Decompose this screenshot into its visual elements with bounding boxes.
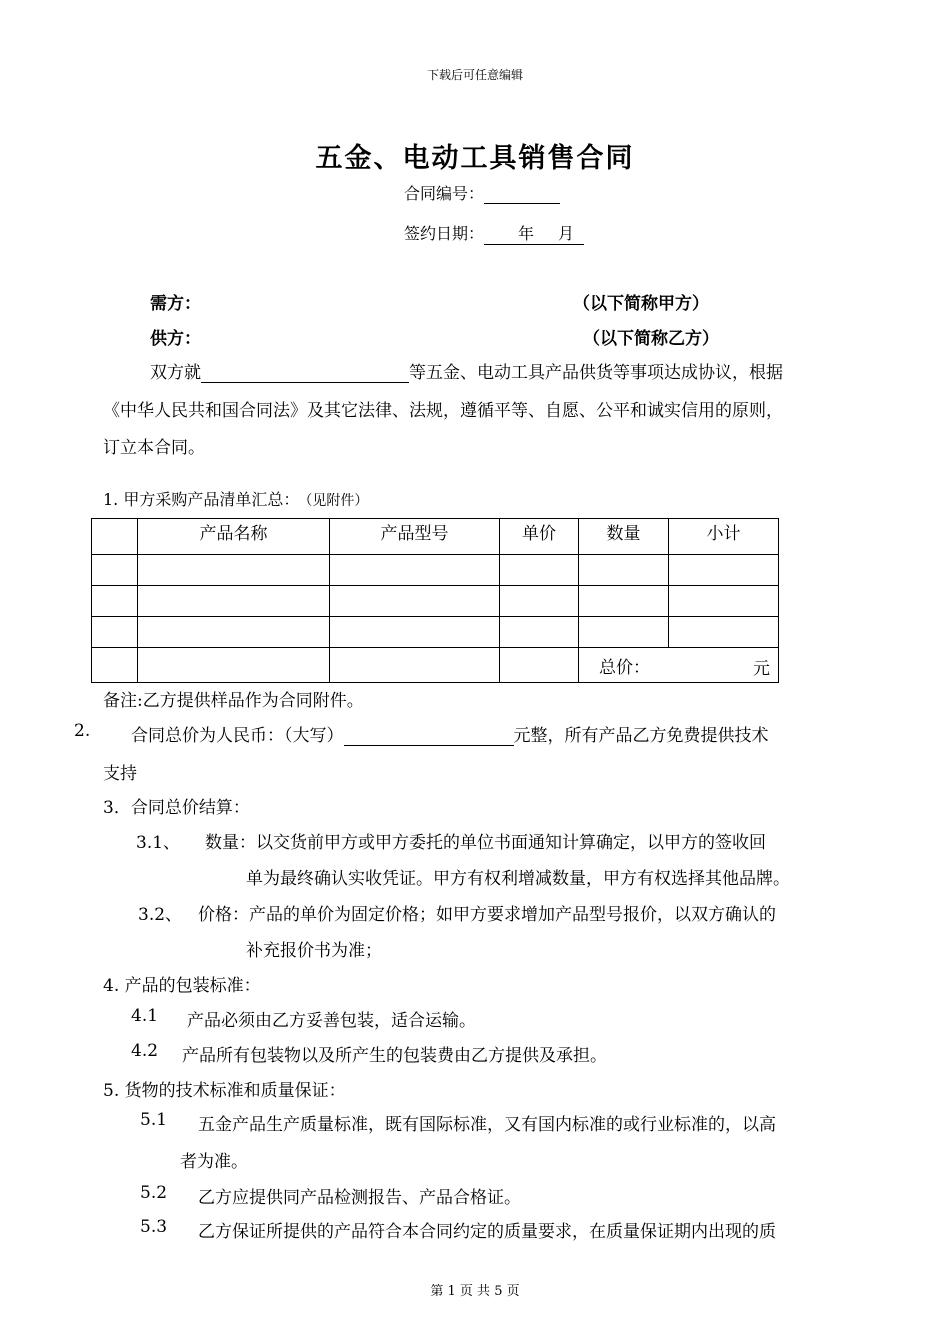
intro-line-2: 《中华人民共和国合同法》及其它法律、法规，遵循平等、自愿、公平和诚实信用的原则， xyxy=(103,401,783,421)
section-3-1-continued: 单为最终确认实收凭证。甲方有权利增减数量，甲方有权选择其他品牌。 xyxy=(246,869,790,889)
section-5-1-number: 5.1 xyxy=(140,1110,168,1130)
section-1-heading: 1. 甲方采购产品清单汇总： xyxy=(103,490,300,509)
table-row xyxy=(92,617,779,648)
section-2-text xyxy=(131,721,769,746)
section-3-2-number: 3.2、 xyxy=(138,905,183,925)
header-cell-quantity: 数量 xyxy=(579,519,669,555)
sign-date-month: 月 xyxy=(558,224,575,243)
section-3-2-text: 价格：产品的单价为固定价格；如甲方要求增加产品型号报价，以双方确认的 xyxy=(198,905,776,925)
section-3-1-number: 3.1、 xyxy=(136,833,181,853)
header-cell-product-name: 产品名称 xyxy=(138,519,330,555)
total-price-unit: 元 xyxy=(753,659,770,679)
table-row xyxy=(92,555,779,586)
amount-in-words-blank xyxy=(344,727,514,746)
section-5-1-text: 五金产品生产质量标准，既有国际标准，又有国内标准的或行业标准的，以高 xyxy=(198,1115,776,1135)
section-4-1-number: 4.1 xyxy=(131,1006,159,1026)
section-4-2-number: 4.2 xyxy=(131,1041,159,1061)
section-4-1-text: 产品必须由乙方妥善包装，适合运输。 xyxy=(187,1011,476,1031)
sign-date xyxy=(404,221,584,245)
product-name-blank xyxy=(201,364,409,383)
sign-date-label: 签约日期： xyxy=(404,224,485,243)
section-3-title: 3．合同总价结算： xyxy=(103,798,250,818)
section-2-text-a: 合同总价为人民币：（大写） xyxy=(131,726,344,746)
contract-number xyxy=(404,181,560,204)
section-5-1-continued: 者为准。 xyxy=(180,1152,248,1172)
section-3-2-continued: 补充报价书为准； xyxy=(246,941,382,961)
section-3-1-text: 数量：以交货前甲方或甲方委托的单位书面通知计算确定，以甲方的签收回 xyxy=(205,833,766,853)
intro-line-1 xyxy=(150,358,783,383)
header-cell-subtotal: 小计 xyxy=(669,519,779,555)
contract-number-label: 合同编号： xyxy=(404,184,485,203)
sign-date-blank xyxy=(484,221,584,245)
header-cell-product-model: 产品型号 xyxy=(330,519,500,555)
table-header-row xyxy=(92,519,779,555)
intro-text-b: 等五金、电动工具产品供货等事项达成协议，根据 xyxy=(409,363,783,383)
table-remark: 备注:乙方提供样品作为合同附件。 xyxy=(103,691,364,711)
product-table xyxy=(91,518,779,683)
section-5-3-number: 5.3 xyxy=(140,1217,168,1237)
section-5-3-text: 乙方保证所提供的产品符合本合同约定的质量要求，在质量保证期内出现的质 xyxy=(198,1222,776,1242)
section-5-title: 5. 货物的技术标准和质量保证： xyxy=(103,1081,346,1101)
section-1-title xyxy=(103,487,368,510)
seller-label: 供方： xyxy=(150,329,201,349)
contract-number-blank xyxy=(484,185,560,204)
section-2-number: 2. xyxy=(74,721,91,741)
total-price-cell xyxy=(579,648,779,683)
table-total-row xyxy=(92,648,779,683)
header-cell-index xyxy=(92,519,138,555)
section-4-title: 4. 产品的包装标准： xyxy=(103,976,261,996)
buyer-abbr: （以下简称甲方） xyxy=(573,294,709,314)
header-cell-unit-price: 单价 xyxy=(500,519,579,555)
seller-abbr: （以下简称乙方） xyxy=(583,329,719,349)
page-footer: 第 1 页 共 5 页 xyxy=(430,1284,520,1299)
section-5-2-number: 5.2 xyxy=(140,1183,168,1203)
section-4-2-text: 产品所有包装物以及所产生的包装费由乙方提供及承担。 xyxy=(182,1046,607,1066)
sign-date-year: 年 xyxy=(518,224,535,243)
buyer-label: 需方： xyxy=(150,294,201,314)
section-1-note: （见附件） xyxy=(305,493,369,509)
total-price-label: 总价： xyxy=(599,657,650,678)
section-2-continued: 支持 xyxy=(103,764,137,784)
intro-line-3: 订立本合同。 xyxy=(103,438,205,458)
section-5-2-text: 乙方应提供同产品检测报告、产品合格证。 xyxy=(198,1188,521,1208)
table-row xyxy=(92,586,779,617)
section-2-text-b: 元整，所有产品乙方免费提供技术 xyxy=(513,726,769,746)
document-title: 五金、电动工具销售合同 xyxy=(315,143,635,174)
intro-text-a: 双方就 xyxy=(150,363,201,383)
header-note: 下载后可任意编辑 xyxy=(426,68,523,82)
